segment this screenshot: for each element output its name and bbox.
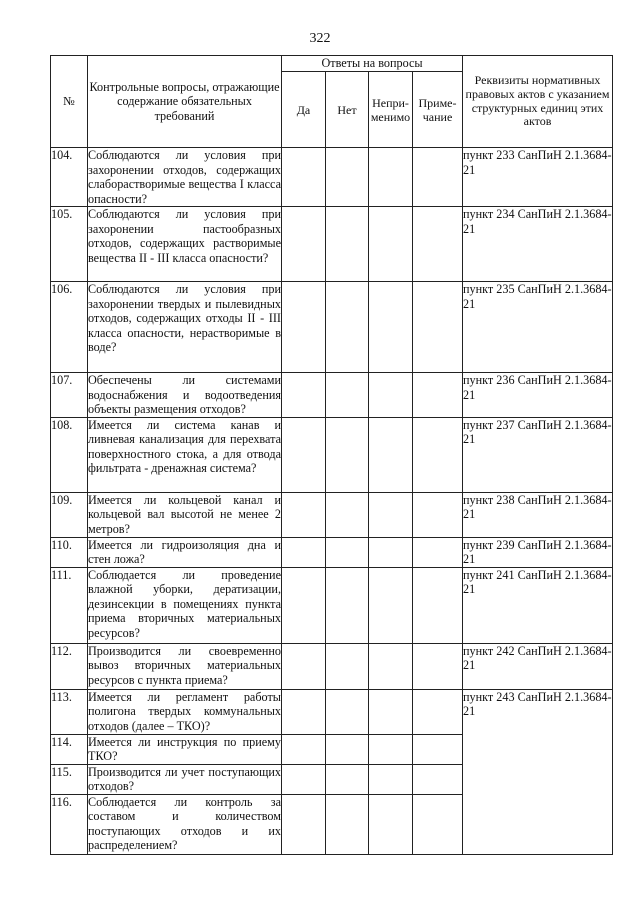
header-not-applicable: Непри-менимо [369, 72, 413, 148]
row-requisite: пункт 239 СанПиН 2.1.3684-21 [463, 537, 612, 566]
row-question: Имеется ли кольцевой канал и кольцевой вал высотой не менее 2 метров? [88, 492, 281, 536]
table-row [51, 567, 613, 643]
answer-no-cell[interactable] [326, 148, 369, 207]
header-question: Контрольные вопросы, отражающие содержание обязательных требований [88, 56, 282, 148]
row-requisite: пункт 243 СанПиН 2.1.3684-21 [463, 689, 613, 854]
row-requisite: пункт 236 СанПиН 2.1.3684-21 [463, 373, 613, 418]
row-question: Имеется ли инструкция по приему ТКО? [88, 734, 281, 763]
header-requisites: Реквизиты нормативных правовых актов с указанием структурных единиц этих актов [463, 56, 613, 148]
answer-no-cell[interactable] [326, 492, 369, 537]
row-question: Производится ли учет поступающих отходов? [88, 764, 281, 793]
answer-no-cell[interactable] [326, 282, 369, 373]
answer-note-cell[interactable] [413, 689, 463, 734]
row-number: 110. [51, 537, 88, 567]
header-no: Нет [326, 72, 369, 148]
row-number: 105. [51, 207, 88, 282]
table-row [51, 643, 613, 689]
table-row [51, 417, 613, 492]
row-number: 107. [51, 373, 88, 418]
row-question: Производится ли своевременно вывоз вторичных материальных ресурсов с пункта приема? [88, 643, 282, 689]
row-question: Соблюдаются ли условия при захоронении твердых и пылевидных отходов, содержащих отходы II - III класса опасности, нерастворимые в воде? [88, 282, 282, 373]
answer-yes-cell[interactable] [282, 282, 326, 373]
table-row [51, 148, 613, 207]
answer-na-cell[interactable] [369, 643, 413, 689]
checklist-table [50, 55, 613, 855]
row-requisite: пункт 237 СанПиН 2.1.3684-21 [463, 417, 613, 492]
answer-yes-cell[interactable] [282, 689, 326, 734]
answer-na-cell[interactable] [369, 794, 413, 854]
answer-yes-cell[interactable] [282, 734, 326, 764]
answer-note-cell[interactable] [413, 148, 463, 207]
row-requisite: пункт 241 СанПиН 2.1.3684-21 [463, 567, 613, 643]
answer-na-cell[interactable] [369, 207, 413, 282]
row-number: 112. [51, 643, 88, 689]
answer-note-cell[interactable] [413, 207, 463, 282]
table-row [51, 207, 613, 282]
row-number: 115. [51, 764, 88, 794]
answer-yes-cell[interactable] [282, 417, 326, 492]
header-note: Приме-чание [413, 72, 463, 148]
row-question: Обеспечены ли системами водоснабжения и водоотведения объекты размещения отходов? [88, 373, 281, 416]
answer-yes-cell[interactable] [282, 567, 326, 643]
answer-na-cell[interactable] [369, 282, 413, 373]
answer-no-cell[interactable] [326, 207, 369, 282]
row-requisite: пункт 242 СанПиН 2.1.3684-21 [463, 643, 613, 689]
answer-no-cell[interactable] [326, 734, 369, 764]
answer-na-cell[interactable] [369, 764, 413, 794]
row-question: Имеется ли система канав и ливневая канализация для перехвата поверхностного стока, а для отвода фильтрата - дренажная система? [88, 417, 282, 492]
table-row [51, 689, 613, 734]
answer-no-cell[interactable] [326, 417, 369, 492]
table-row [51, 373, 613, 418]
answer-note-cell[interactable] [413, 492, 463, 537]
row-question: Имеется ли регламент работы полигона твердых коммунальных отходов (далее – ТКО)? [88, 689, 281, 733]
answer-yes-cell[interactable] [282, 764, 326, 794]
row-number: 109. [51, 492, 88, 537]
answer-yes-cell[interactable] [282, 207, 326, 282]
answer-na-cell[interactable] [369, 567, 413, 643]
answer-yes-cell[interactable] [282, 537, 326, 567]
answer-note-cell[interactable] [413, 567, 463, 643]
header-answers: Ответы на вопросы [282, 56, 463, 72]
answer-note-cell[interactable] [413, 734, 463, 764]
table-row [51, 492, 613, 537]
answer-na-cell[interactable] [369, 537, 413, 567]
answer-na-cell[interactable] [369, 734, 413, 764]
row-requisite: пункт 234 СанПиН 2.1.3684-21 [463, 207, 613, 282]
row-requisite: пункт 238 СанПиН 2.1.3684-21 [463, 492, 613, 537]
answer-na-cell[interactable] [369, 148, 413, 207]
answer-note-cell[interactable] [413, 643, 463, 689]
page-number: 322 [309, 31, 331, 46]
header-yes: Да [282, 72, 326, 148]
answer-yes-cell[interactable] [282, 643, 326, 689]
row-number: 106. [51, 282, 88, 373]
table-row [51, 537, 613, 567]
answer-na-cell[interactable] [369, 689, 413, 734]
answer-note-cell[interactable] [413, 764, 463, 794]
row-question: Соблюдаются ли условия при захоронении отходов, содержащих слаборастворимые вещества I класса опасности? [88, 148, 281, 206]
row-number: 108. [51, 417, 88, 492]
row-number: 114. [51, 734, 88, 764]
header-row [51, 56, 613, 72]
row-question: Соблюдается ли контроль за составом и количеством поступающих отходов и их распределением? [88, 794, 281, 852]
row-question: Соблюдаются ли условия при захоронении пастообразных отходов, содержащих растворимые вещества II - III класса опасности? [88, 207, 282, 282]
answer-yes-cell[interactable] [282, 794, 326, 854]
row-number: 104. [51, 148, 88, 207]
answer-note-cell[interactable] [413, 282, 463, 373]
answer-no-cell[interactable] [326, 373, 369, 418]
answer-na-cell[interactable] [369, 373, 413, 418]
answer-note-cell[interactable] [413, 373, 463, 418]
answer-no-cell[interactable] [326, 567, 369, 643]
answer-no-cell[interactable] [326, 689, 369, 734]
row-question: Соблюдается ли проведение влажной уборки, дератизации, дезинсекции в помещениях пункта приема вторичных материальных ресурсов? [88, 567, 282, 643]
answer-no-cell[interactable] [326, 794, 369, 854]
answer-yes-cell[interactable] [282, 148, 326, 207]
answer-yes-cell[interactable] [282, 492, 326, 537]
answer-no-cell[interactable] [326, 537, 369, 567]
answer-note-cell[interactable] [413, 794, 463, 854]
answer-na-cell[interactable] [369, 492, 413, 537]
answer-note-cell[interactable] [413, 537, 463, 567]
row-number: 116. [51, 794, 88, 854]
answer-note-cell[interactable] [413, 417, 463, 492]
row-number: 111. [51, 567, 88, 643]
row-question: Имеется ли гидроизоляция дна и стен ложа? [88, 537, 281, 566]
answer-yes-cell[interactable] [282, 373, 326, 418]
row-requisite: пункт 235 СанПиН 2.1.3684-21 [463, 282, 613, 373]
answer-no-cell[interactable] [326, 643, 369, 689]
row-number: 113. [51, 689, 88, 734]
answer-na-cell[interactable] [369, 417, 413, 492]
header-number: № [51, 56, 88, 148]
answer-no-cell[interactable] [326, 764, 369, 794]
table-row [51, 282, 613, 373]
row-requisite: пункт 233 СанПиН 2.1.3684-21 [463, 148, 613, 207]
